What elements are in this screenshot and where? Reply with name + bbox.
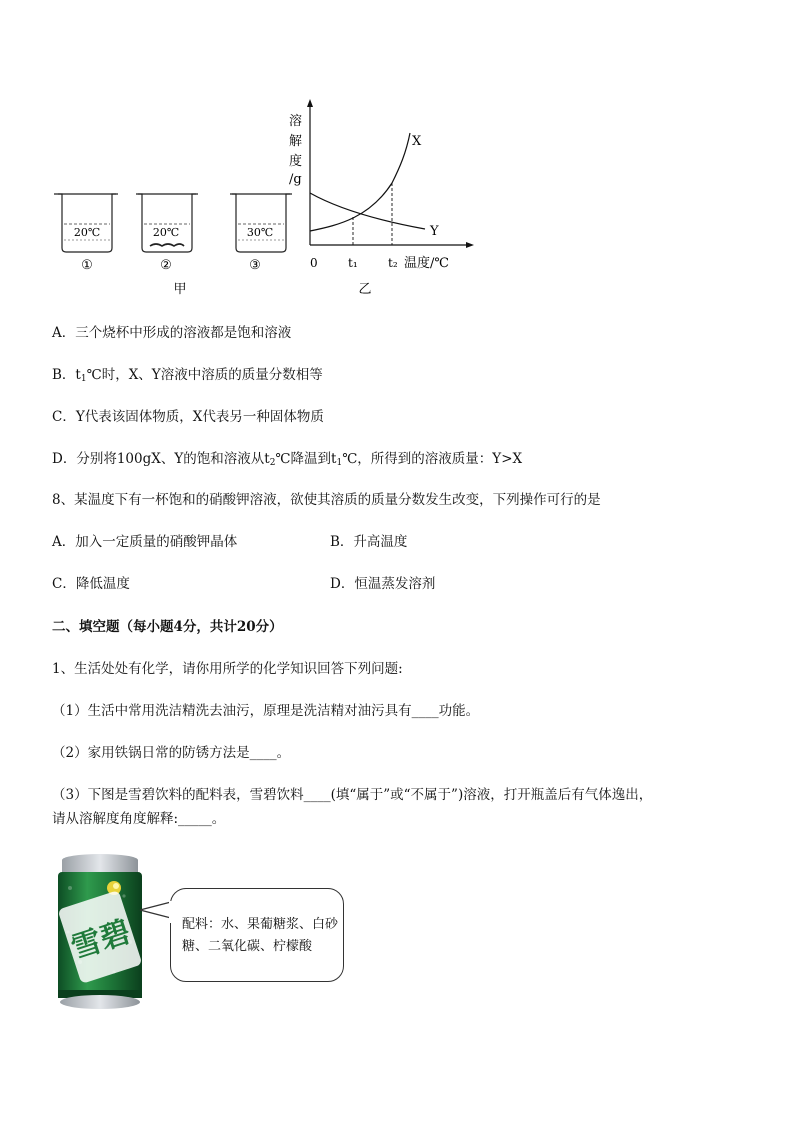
q8-stem: 8、某温度下有一杯饱和的硝酸钾溶液，欲使其溶质的质量分数发生改变，下列操作可行的是	[52, 492, 601, 508]
fill-q1-part1: （1）生活中常用洗洁精洗去油污，原理是洗洁精对油污具有____功能。	[52, 703, 480, 719]
y-axis-label-3: 度	[289, 154, 303, 169]
beakers-figure	[40, 180, 300, 305]
q7-option-a: A．三个烧杯中形成的溶液都是饱和溶液	[52, 325, 292, 341]
q7-option-b-post: ℃时，X、Y溶液中溶质的质量分数相等	[86, 367, 323, 383]
ingredients-text: 配料：水、果葡糖浆、白砂糖、二氧化碳、柠檬酸	[182, 917, 339, 954]
fill-q1-part3-line2: 请从溶解度角度解释:_____。	[52, 811, 226, 827]
can-brand-text: 雪碧	[67, 914, 136, 967]
curve-y-label: Y	[430, 224, 439, 239]
q8-option-d: D．恒温蒸发溶剂	[330, 576, 436, 592]
y-axis-label-1: 溶	[289, 114, 303, 129]
beaker-1-temp: 20℃	[73, 226, 101, 239]
sprite-can-image	[54, 852, 146, 1012]
t2-label: t₂	[388, 256, 398, 270]
section-2-title: 二、填空题（每小题4分，共计20分）	[52, 619, 283, 635]
curve-y	[310, 193, 425, 229]
q7-option-d-sub1: 2	[269, 458, 276, 468]
y-axis-label-4: /g	[289, 172, 302, 187]
beaker-3-label: ③	[249, 258, 261, 273]
t1-label: t₁	[348, 256, 358, 270]
beaker-3-temp: 30℃	[246, 226, 274, 239]
q7-option-d-p1: D．分别将100gX、Y的饱和溶液从t	[52, 451, 270, 467]
q8-option-b: B．升高温度	[330, 534, 408, 550]
figure-jia-label: 甲	[173, 282, 187, 297]
curve-x-label: X	[412, 134, 422, 149]
q8-option-c: C．降低温度	[52, 576, 130, 592]
origin-label: 0	[310, 256, 318, 270]
y-axis-label-2: 解	[289, 134, 303, 149]
beaker-1-label: ①	[81, 258, 93, 273]
beaker-1	[54, 194, 118, 273]
q7-option-c: C．Y代表该固体物质，X代表另一种固体物质	[52, 409, 324, 425]
q7-option-b-sub: 1	[80, 374, 87, 384]
fill-q1-part3-line1: （3）下图是雪碧饮料的配料表，雪碧饮料____(填“属于”或“不属于”)溶液，打开瓶盖后有气体逸出，	[52, 787, 653, 803]
x-axis-label: 温度/℃	[404, 256, 449, 271]
q8-option-a: A．加入一定质量的硝酸钾晶体	[52, 534, 238, 550]
curve-x	[310, 133, 410, 231]
figure-yi-label: 乙	[358, 282, 372, 297]
bubble-pointer-mask	[169, 901, 173, 923]
q7-option-d	[52, 450, 522, 472]
beaker-2	[136, 194, 198, 273]
q7-option-b-pre: B．t	[52, 367, 81, 383]
beaker-2-label: ②	[160, 258, 172, 273]
q7-option-d-sub2: 1	[336, 458, 343, 468]
q7-option-d-p2: ℃降温到t	[275, 451, 337, 467]
beaker-2-temp: 20℃	[152, 226, 180, 239]
fill-q1-part2: （2）家用铁锅日常的防锈方法是____。	[52, 745, 291, 761]
solubility-graph	[280, 95, 480, 300]
fill-q1-stem: 1、生活处处有化学，请你用所学的化学知识回答下列问题:	[52, 661, 403, 677]
q7-option-b	[52, 366, 323, 388]
q7-option-d-p3: ℃，所得到的溶液质量：Y>X	[342, 451, 523, 467]
